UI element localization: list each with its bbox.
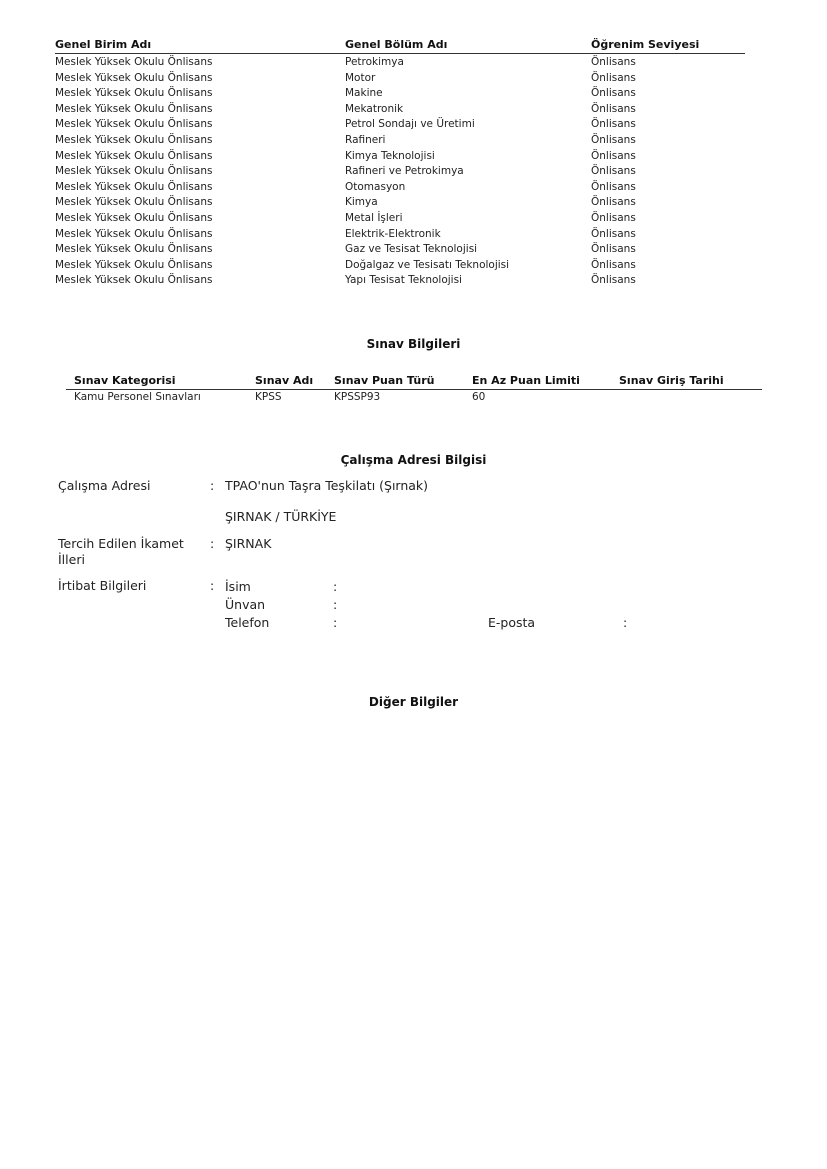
programs-cell: Otomasyon — [345, 180, 406, 193]
programs-cell: Önlisans — [591, 258, 636, 271]
exam-header-2: Sınav Puan Türü — [334, 374, 435, 387]
programs-cell: Meslek Yüksek Okulu Önlisans — [55, 149, 213, 162]
contact-name-colon: : — [333, 579, 338, 594]
contact-title-colon: : — [333, 597, 338, 612]
programs-cell: Meslek Yüksek Okulu Önlisans — [55, 87, 213, 100]
programs-header-0: Genel Birim Adı — [55, 38, 152, 51]
programs-cell: Kimya Teknolojisi — [345, 149, 435, 162]
exam-header-4: Sınav Giriş Tarihi — [619, 374, 724, 387]
exam-header-3: En Az Puan Limiti — [472, 374, 580, 387]
contact-name-label: İsim — [225, 579, 251, 594]
exam-header-0: Sınav Kategorisi — [74, 374, 176, 387]
exam-cell: KPSS — [255, 391, 282, 403]
contact-phone-label: Telefon — [225, 615, 270, 630]
contact-label: İrtibat Bilgileri — [58, 578, 147, 593]
programs-header-1: Genel Bölüm Adı — [345, 38, 448, 51]
programs-cell: Makine — [345, 87, 383, 100]
contact-email-colon: : — [623, 615, 628, 630]
programs-cell: Önlisans — [591, 87, 636, 100]
programs-cell: Rafineri — [345, 134, 386, 146]
contact-email-label: E-posta — [488, 615, 536, 630]
programs-cell: Önlisans — [591, 165, 636, 178]
programs-cell: Meslek Yüksek Okulu Önlisans — [55, 56, 213, 68]
programs-header-rule — [55, 53, 745, 54]
exam-header-rule — [66, 389, 762, 390]
programs-cell: Önlisans — [591, 118, 636, 131]
programs-header-2: Öğrenim Seviyesi — [591, 38, 700, 51]
programs-cell: Mekatronik — [345, 102, 404, 115]
other-section-title: Diğer Bilgiler — [368, 695, 459, 709]
programs-cell: Önlisans — [591, 196, 636, 209]
programs-cell: Kimya — [345, 196, 378, 209]
programs-cell: Motor — [345, 71, 376, 84]
programs-cell: Önlisans — [591, 274, 636, 287]
programs-cell: Meslek Yüksek Okulu Önlisans — [55, 274, 213, 287]
contact-title-label: Ünvan — [225, 597, 266, 612]
work-address-colon: : — [210, 478, 215, 493]
exam-cell: KPSSP93 — [334, 391, 381, 403]
preferred-residence-label-line1: Tercih Edilen İkamet — [58, 536, 184, 551]
programs-cell: Meslek Yüksek Okulu Önlisans — [55, 165, 213, 178]
programs-cell: Yapı Tesisat Teknolojisi — [345, 274, 462, 287]
programs-cell: Doğalgaz ve Tesisatı Teknolojisi — [345, 258, 510, 271]
preferred-residence-label-line2: İlleri — [58, 552, 85, 567]
programs-cell: Önlisans — [591, 134, 636, 146]
programs-cell: Metal İşleri — [345, 212, 403, 224]
programs-cell: Meslek Yüksek Okulu Önlisans — [55, 227, 213, 240]
programs-cell: Meslek Yüksek Okulu Önlisans — [55, 196, 213, 209]
programs-cell: Meslek Yüksek Okulu Önlisans — [55, 243, 213, 256]
programs-cell: Petrol Sondajı ve Üretimi — [345, 118, 475, 131]
programs-cell: Meslek Yüksek Okulu Önlisans — [55, 102, 213, 115]
work-address-label: Çalışma Adresi — [58, 478, 151, 493]
exam-cell: Kamu Personel Sınavları — [74, 391, 201, 403]
exam-header-1: Sınav Adı — [255, 374, 314, 387]
work-address-value: TPAO'nun Taşra Teşkilatı (Şırnak) — [225, 478, 429, 493]
programs-cell: Önlisans — [591, 56, 636, 68]
programs-cell: Meslek Yüksek Okulu Önlisans — [55, 258, 213, 271]
programs-cell: Gaz ve Tesisat Teknolojisi — [345, 243, 478, 256]
programs-cell: Meslek Yüksek Okulu Önlisans — [55, 134, 213, 146]
programs-cell: Meslek Yüksek Okulu Önlisans — [55, 71, 213, 84]
work-address-city: ŞIRNAK / TÜRKİYE — [225, 509, 337, 524]
programs-cell: Önlisans — [591, 149, 636, 162]
programs-cell: Meslek Yüksek Okulu Önlisans — [55, 212, 213, 224]
programs-cell: Önlisans — [591, 243, 636, 256]
contact-colon: : — [210, 578, 215, 593]
programs-cell: Önlisans — [591, 212, 636, 224]
programs-cell: Rafineri ve Petrokimya — [345, 165, 464, 178]
programs-cell: Önlisans — [591, 180, 636, 193]
programs-cell: Meslek Yüksek Okulu Önlisans — [55, 118, 213, 131]
contact-phone-colon: : — [333, 615, 338, 630]
preferred-residence-colon: : — [210, 536, 215, 551]
exam-cell: 60 — [472, 391, 486, 403]
programs-cell: Önlisans — [591, 71, 636, 84]
programs-cell: Önlisans — [591, 102, 636, 115]
address-section-title: Çalışma Adresi Bilgisi — [340, 453, 487, 467]
exam-section-title: Sınav Bilgileri — [366, 337, 461, 351]
preferred-residence-value: ŞIRNAK — [225, 536, 272, 551]
programs-cell: Meslek Yüksek Okulu Önlisans — [55, 180, 213, 193]
programs-cell: Önlisans — [591, 227, 636, 240]
programs-cell: Elektrik-Elektronik — [345, 227, 441, 240]
programs-cell: Petrokimya — [345, 56, 404, 68]
